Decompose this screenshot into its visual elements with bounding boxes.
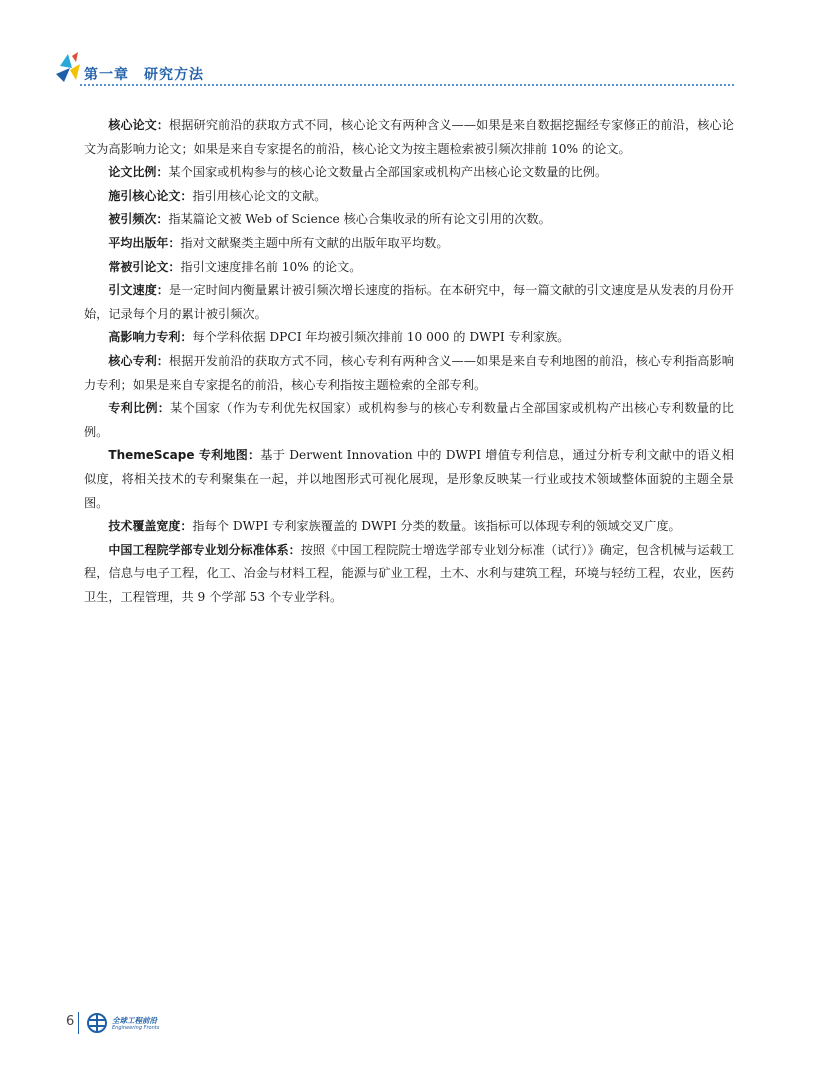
glossary-definition: 每个学科依据 DPCI 年均被引频次排前 10 000 的 DWPI 专利家族。	[192, 330, 570, 345]
glossary-term: 核心专利：	[108, 353, 169, 368]
glossary-definition: 指引文速度排名前 10% 的论文。	[180, 259, 362, 274]
glossary-entry	[84, 256, 734, 280]
chapter-logo-icon	[56, 52, 82, 84]
glossary-term: ThemeScape 专利地图：	[108, 448, 261, 463]
glossary-term: 核心论文：	[108, 118, 169, 132]
page-footer	[66, 1010, 266, 1036]
glossary-entry	[84, 515, 734, 539]
glossary-entry	[84, 185, 734, 209]
glossary-term: 平均出版年：	[108, 235, 181, 250]
glossary-definition: 是一定时间内衡量累计被引频次增长速度的指标。在本研究中，每一篇文献的引文速度是从发表的月份开始，记录每个月的累计被引频次。	[84, 283, 734, 321]
glossary-definition: 指对文献聚类主题中所有文献的出版年取平均数。	[180, 235, 449, 250]
glossary-entry	[84, 208, 734, 232]
glossary-entry	[84, 326, 734, 350]
footer-divider	[78, 1012, 79, 1034]
glossary-entry	[84, 232, 734, 256]
chapter-title: 第一章 研究方法	[84, 67, 204, 83]
glossary-term: 常被引论文：	[108, 259, 181, 274]
footer-brand-subtitle: Engineering Fronts	[112, 1025, 160, 1031]
glossary-entry	[84, 444, 734, 515]
glossary-term: 高影响力专利：	[108, 330, 193, 345]
glossary-definition: 某个国家（作为专利优先权国家）或机构参与的核心专利数量占全部国家或机构产出核心专利数量的比例。	[84, 401, 734, 439]
glossary-definition: 指某篇论文被 Web of Science 核心合集收录的所有论文引用的次数。	[168, 212, 551, 227]
glossary-entry	[84, 539, 734, 610]
glossary-definition: 指每个 DWPI 专利家族覆盖的 DWPI 分类的数量。该指标可以体现专利的领域交叉广度。	[192, 519, 681, 534]
page-number: 6	[66, 1014, 75, 1029]
glossary-entry	[84, 397, 734, 444]
glossary-definition: 基于 Derwent Innovation 中的 DWPI 增值专利信息，通过分析专利文献中的语义相似度，将相关技术的专利聚集在一起，并以地图形式可视化展现，是形象反映某一行业或技术领域整体面貌的主题全景图。	[84, 448, 734, 510]
glossary-entry	[84, 279, 734, 326]
glossary-definition: 按照《中国工程院院士增选学部专业划分标准（试行）》确定，包含机械与运载工程，信息与电子工程，化工、冶金与材料工程，能源与矿业工程，土木、水利与建筑工程，环境与轻纺工程，农业，医药卫生，工程管理，共 9 个学部 53 个专业学科。	[84, 542, 734, 604]
glossary-definition: 根据开发前沿的获取方式不同，核心专利有两种含义——如果是来自专利地图的前沿，核心专利指高影响力专利；如果是来自专家提名的前沿，核心专利指按主题检索的全部专利。	[84, 353, 734, 392]
glossary-entry	[84, 350, 734, 397]
glossary-list	[84, 114, 734, 609]
glossary-entry	[84, 114, 734, 161]
glossary-entry	[84, 161, 734, 185]
glossary-definition: 某个国家或机构参与的核心论文数量占全部国家或机构产出核心论文数量的比例。	[168, 165, 608, 180]
engineering-fronts-logo-icon	[86, 1012, 110, 1034]
page-header	[56, 52, 734, 92]
glossary-term: 论文比例：	[108, 165, 169, 180]
glossary-term: 被引频次：	[108, 212, 169, 227]
glossary-term: 专利比例：	[108, 401, 171, 416]
glossary-term: 中国工程院学部专业划分标准体系：	[108, 542, 301, 557]
glossary-term: 施引核心论文：	[108, 188, 193, 203]
header-divider	[80, 84, 734, 86]
glossary-term: 引文速度：	[108, 283, 169, 298]
glossary-definition: 根据研究前沿的获取方式不同，核心论文有两种含义——如果是来自数据挖掘经专家修正的前沿，核心论文为高影响力论文；如果是来自专家提名的前沿，核心论文为按主题检索被引频次排前 10% 的论文。	[84, 118, 734, 156]
footer-brand-name: 全球工程前沿	[112, 1016, 157, 1025]
glossary-term: 技术覆盖宽度：	[108, 519, 193, 534]
glossary-definition: 指引用核心论文的文献。	[192, 188, 327, 203]
